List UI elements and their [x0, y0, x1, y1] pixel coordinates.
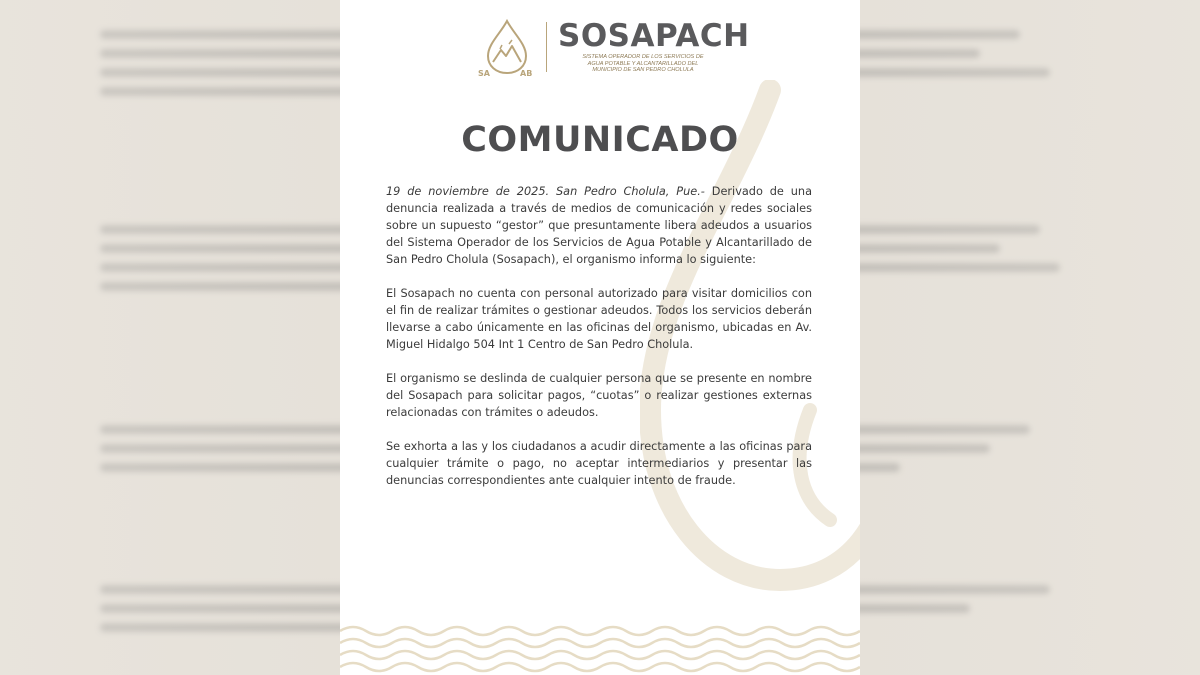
paragraph-exhortation: Se exhorta a las y los ciudadanos a acudir directamente a las oficinas para cualquier trámite o pago, no aceptar intermediarios y presentar las denuncias correspondientes ante cualquier intento de fraude. [386, 440, 812, 487]
brand-subtitle [578, 54, 708, 74]
paragraph-disclaimer: El organismo se deslinda de cualquier persona que se presente en nombre del Sosapach para solicitar pagos, “cuotas” o realizar gestiones externas relacionadas con trámites o adeudos. [386, 372, 812, 419]
sosapach-logo-icon [476, 18, 538, 78]
brand-name: SOSAPACH [558, 18, 750, 54]
paragraph-personnel: El Sosapach no cuenta con personal autorizado para visitar domicilios con el fin de realizar trámites o gestionar adeudos. Todos los servicios deberán llevarse a cabo únicamente en las oficinas del organismo, ubicadas en Av. Miguel Hidalgo 504 Int 1 Centro de San Pedro Cholula. [386, 287, 812, 351]
paragraph-intro [386, 183, 812, 268]
document-body [386, 183, 812, 506]
press-release-document [340, 0, 860, 675]
logo-divider [546, 22, 547, 72]
date-location: 19 de noviembre de 2025. San Pedro Cholula, Pue.- [386, 185, 705, 198]
brand-subtitle-line: SISTEMA OPERADOR DE LOS SERVICIOS DE [582, 54, 704, 60]
emblem-left-text: SA [478, 69, 490, 78]
brand-subtitle-line: AGUA POTABLE Y ALCANTARILLADO DEL [587, 60, 699, 67]
intro-text: Derivado de una denuncia realizada a través de medios de comunicación y redes sociales sobre un supuesto “gestor” que presuntamente libera adeudos a usuarios del Sistema Operador de los Servicios de Agua Potable y Alcantarillado de San Pedro Cholula (Sosapach), el organismo informa lo siguiente: [386, 185, 813, 266]
decorative-waves [340, 613, 860, 675]
document-title: COMUNICADO [461, 120, 739, 160]
brand-subtitle-line: MUNICIPIO DE SAN PEDRO CHOLULA [592, 67, 694, 74]
document-header [340, 14, 860, 76]
emblem-right-text: AB [520, 69, 533, 78]
